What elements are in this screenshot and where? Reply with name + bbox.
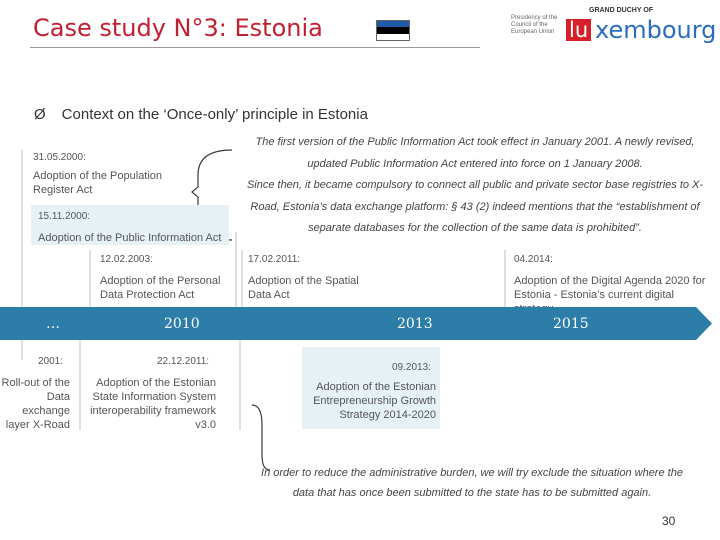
timeline-label-ellipsis: … bbox=[46, 316, 60, 332]
slide-title: Case study N°3: Estonia bbox=[33, 14, 323, 42]
footer-line: data that has once been submitted to the state has to be submitted again. bbox=[292, 487, 652, 499]
title-divider bbox=[30, 47, 480, 48]
context-bullet bbox=[34, 106, 368, 123]
luxembourg-presidency-logo bbox=[511, 7, 717, 45]
event-date-2013: 09.2013: bbox=[392, 362, 431, 373]
event-text-x-road: Roll-out of the Data exchange layer X-Road bbox=[1, 377, 70, 431]
event-date-2014: 04.2014: bbox=[514, 254, 553, 265]
event-date-2003: 12.02.2003: bbox=[100, 254, 153, 265]
event-text-public-information-act: Adoption of the Public Information Act bbox=[38, 232, 222, 244]
footer-line: In order to reduce the administrative burden, we will try exclude the situation where the bbox=[261, 467, 683, 479]
event-text-spatial-data-act: Adoption of the Spatial Data Act bbox=[248, 275, 359, 301]
estonia-flag-icon bbox=[376, 20, 410, 41]
arrow-bullet-icon: Ø bbox=[34, 106, 46, 123]
context-bullet-text: Context on the ‘Once-only’ principle in Estonia bbox=[61, 106, 368, 123]
logo-xembourg-text: xembourg bbox=[595, 16, 717, 44]
event-text-population-register: Adoption of the Population Register Act bbox=[33, 170, 163, 196]
timeline-arrow bbox=[0, 307, 712, 340]
event-text-interoperability-framework: Adoption of the Estonian State Information System interoperability framework v3.0 bbox=[90, 377, 216, 431]
event-date-2011-02: 17.02.2011: bbox=[248, 254, 301, 265]
event-text-data-protection-act: Adoption of the Personal Data Protection Act bbox=[100, 275, 221, 301]
paragraph-line: updated Public Information Act entered into force on 1 January 2008. bbox=[307, 157, 643, 170]
timeline-label-2013: 2013 bbox=[397, 316, 433, 332]
timeline-label-2010: 2010 bbox=[164, 316, 200, 332]
paragraph-line: Road, Estonia’s data exchange platform: § 43 (2) indeed mentions that the “establishment of bbox=[250, 200, 700, 213]
slide-number: 30 bbox=[662, 514, 676, 528]
footer-note bbox=[250, 463, 694, 503]
paragraph-line: separate databases for the collection of the same data is prohibited”. bbox=[308, 222, 642, 234]
event-date-2000-05: 31.05.2000: bbox=[33, 152, 86, 163]
event-date-2001: 2001: bbox=[38, 356, 64, 367]
context-paragraph bbox=[240, 132, 710, 240]
paragraph-line: The first version of the Public Information Act took effect in January 2001. A newly revised, bbox=[255, 136, 695, 148]
logo-lu-block: lu bbox=[566, 19, 591, 41]
event-text-digital-agenda: Adoption of the Digital Agenda 2020 for Estonia - Estonia’s current digital bbox=[514, 275, 706, 301]
paragraph-line: Since then, it became compulsory to connect all public and private sector base registries to X- bbox=[246, 179, 704, 191]
event-text-entrepreneurship-strategy: Adoption of the Estonian Entrepreneurship Growth Strategy 2014-2020 bbox=[313, 381, 436, 421]
event-date-2011-12: 22.12.2011: bbox=[157, 356, 210, 367]
logo-grand-duchy-text: GRAND DUCHY OF bbox=[589, 7, 654, 14]
timeline-label-2015: 2015 bbox=[553, 316, 589, 332]
logo-presidency-text: Presidency of the Council of the European Union bbox=[511, 15, 558, 35]
event-date-2000-11: 15.11.2000: bbox=[38, 211, 91, 222]
